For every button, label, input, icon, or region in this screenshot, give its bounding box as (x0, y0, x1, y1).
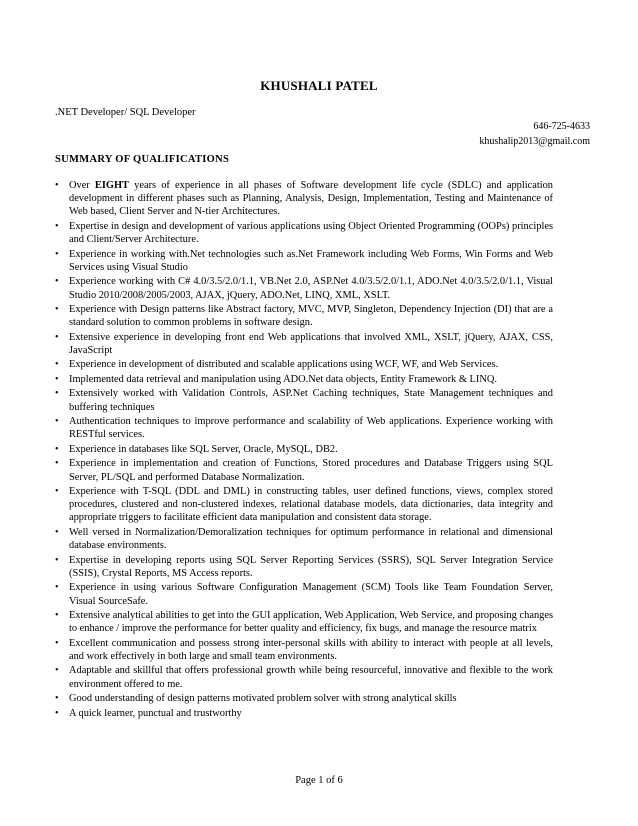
qualification-text: Expertise in developing reports using SQL Server Reporting Services (SSRS), SQL Server Integration Service (SSIS), Crystal Reports, MS Access reports. (69, 554, 553, 579)
candidate-name: KHUSHALI PATEL (260, 78, 378, 93)
qualification-text: Well versed in Normalization/Demoralization techniques for optimum performance in relational and dimensional database environments. (69, 526, 553, 552)
contact-block (479, 119, 590, 149)
qualification-text-emphasis: EIGHT (94, 180, 129, 191)
bullet-icon: • (55, 276, 59, 288)
qualification-text: Extensive analytical abilities to get into the GUI application, Web Application, Web Service, and proposing changes to enhance / improve the performance for better quality and efficiency, fix bugs, and manage the resource matrix (69, 610, 553, 635)
qualification-text: Experience with T-SQL (DDL and DML) in constructing tables, user defined functions, views, complex stored procedures, clustered and non-clustered indexes, relational database models, data dictionaries, data integrity and appropriate triggers to facilitate efficient data manipulation and consistent data storage. (69, 486, 553, 524)
qualification-text: A quick learner, punctual and trustworthy (69, 707, 242, 719)
qualification-item (55, 220, 553, 246)
bullet-icon: • (55, 373, 59, 385)
bullet-icon: • (55, 458, 59, 470)
bullet-icon: • (55, 388, 59, 400)
qualification-item (55, 609, 553, 635)
bullet-icon: • (55, 582, 59, 594)
qualification-text: Experience working with C# 4.0/3.5/2.0/1.1, VB.Net 2.0, ASP.Net 4.0/3.5/2.0/1.1, ADO.Net 4.0/3.5/2.0/1.1, Visual Studio 2010/2008/2005/2003, AJAX, jQuery, ADO.Net, LINQ, XML, XSLT. (69, 276, 553, 301)
qualification-text: Adaptable and skillful that offers professional growth while being resourceful, innovative and flexible to the work environment offered to me. (69, 665, 553, 690)
qualification-text: Experience in databases like SQL Server, Oracle, MySQL, DB2. (69, 443, 338, 455)
qualification-item (55, 581, 553, 607)
bullet-icon: • (55, 304, 59, 316)
qualification-item (55, 526, 553, 552)
phone-number: 646-725-4633 (533, 121, 590, 132)
qualification-text: Experience in working with.Net technologies such as.Net Framework including Web Forms, Win Forms and Web Services using Visual Studio (69, 248, 553, 273)
bullet-icon: • (55, 220, 59, 232)
qualification-item (55, 373, 553, 386)
qualification-item (55, 331, 553, 357)
candidate-role: .NET Developer/ SQL Developer (55, 107, 196, 118)
qualification-item (55, 692, 553, 705)
bullet-icon: • (55, 526, 59, 538)
bullet-icon: • (55, 637, 59, 649)
qualification-text: Experience in development of distributed and scalable applications using WCF, WF, and Web Services. (69, 359, 499, 371)
bullet-icon: • (55, 707, 59, 719)
qualification-item (55, 485, 553, 525)
bullet-icon: • (55, 693, 59, 705)
qualification-item (55, 664, 553, 690)
bullet-icon: • (55, 416, 59, 428)
qualification-text-lead: Over (69, 180, 95, 191)
qualification-text: Authentication techniques to improve performance and scalability of Web applications. Experience working with RESTful services. (69, 416, 553, 441)
bullet-icon: • (55, 610, 59, 622)
qualification-item (55, 554, 553, 580)
qualification-item (55, 248, 553, 274)
qualification-item (55, 387, 553, 413)
qualification-item (55, 707, 553, 720)
bullet-icon: • (55, 486, 59, 498)
qualification-text: Excellent communication and possess strong inter-personal skills with ability to interact with people at all levels, and work effectively in both large and small team environments. (69, 637, 553, 662)
bullet-icon: • (55, 248, 59, 260)
qualification-item (55, 637, 553, 663)
bullet-icon: • (55, 331, 59, 343)
qualification-text: years of experience in all phases of Software development life cycle (SDLC) and application development in different phases such as Planning, Analysis, Design, Implementation, Testing and Maintenance of Web based, Client Server and N-tier Architectures. (69, 180, 553, 218)
page-number: Page 1 of 6 (295, 775, 343, 786)
qualification-item (55, 443, 553, 456)
qualification-text: Experience in implementation and creation of Functions, Stored procedures and Database Triggers using SQL Server, PL/SQL and performed Database Normalization. (69, 458, 553, 483)
bullet-icon: • (55, 443, 59, 455)
qualification-item (55, 179, 553, 219)
qualification-text: Expertise in design and development of various applications using Object Oriented Programming (OOPs) principles and Client/Server Architecture. (69, 220, 553, 246)
bullet-icon: • (55, 665, 59, 677)
bullet-icon: • (55, 359, 59, 371)
qualification-item (55, 275, 553, 301)
bullet-icon: • (55, 554, 59, 566)
bullet-icon: • (55, 180, 59, 191)
email-address[interactable]: khushalip2013@gmail.com (479, 136, 590, 147)
section-title-summary: SUMMARY OF QUALIFICATIONS (55, 154, 230, 165)
qualification-item (55, 457, 553, 483)
qualification-item (55, 415, 553, 441)
qualification-text: Experience with Design patterns like Abstract factory, MVC, MVP, Singleton, Dependency Injection (DI) that are a standard solution to common problems in software design. (69, 304, 553, 329)
qualification-text: Good understanding of design patterns motivated problem solver with strong analytical skills (69, 693, 457, 705)
qualification-text: Extensive experience in developing front end Web applications that involved XML, XSLT, jQuery, AJAX, CSS, JavaScript (69, 331, 553, 356)
qualification-text: Extensively worked with Validation Controls, ASP.Net Caching techniques, State Management techniques and buffering techniques (69, 388, 553, 413)
qualification-item (55, 358, 553, 371)
qualifications-list (55, 179, 553, 721)
qualification-item (55, 303, 553, 329)
qualification-text: Experience in using various Software Configuration Management (SCM) Tools like Team Foundation Server, Visual SourceSafe. (69, 582, 553, 607)
qualification-text: Implemented data retrieval and manipulation using ADO.Net data objects, Entity Framework & LINQ. (69, 373, 497, 385)
